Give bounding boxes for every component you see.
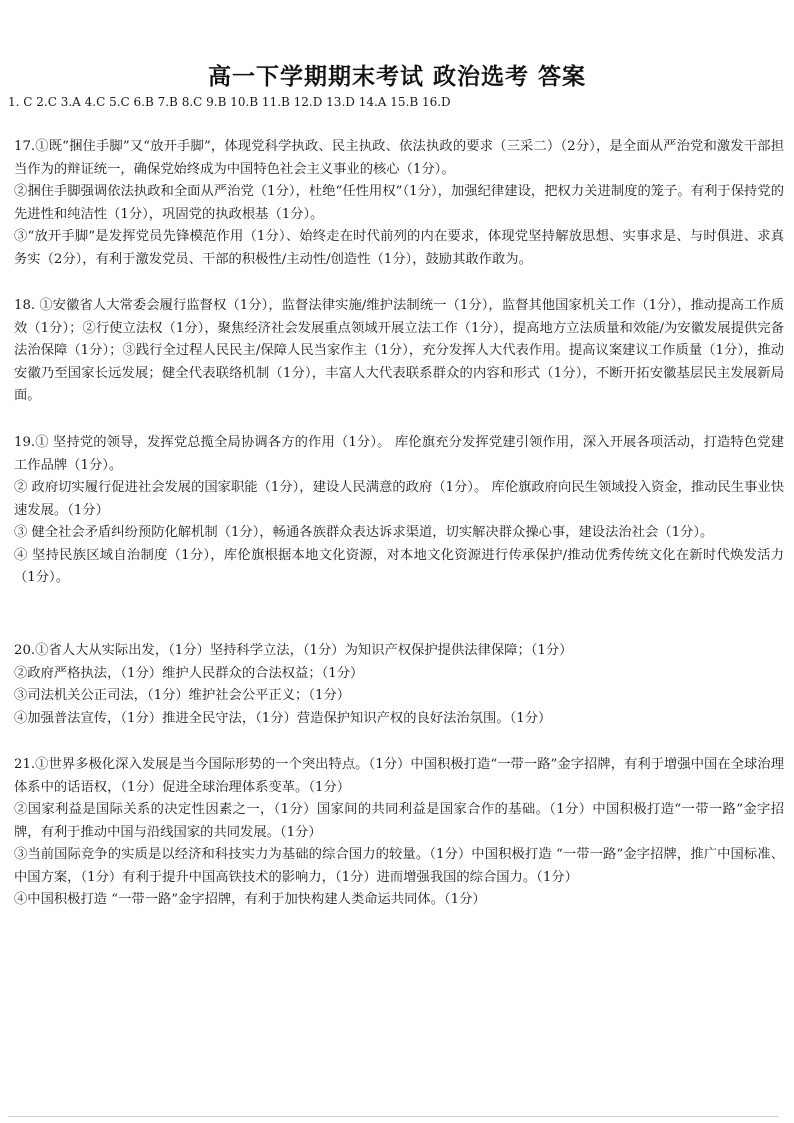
multiple-choice-answers: 1. C 2.C 3.A 4.C 5.C 6.B 7.B 8.C 9.B 10.B 11.B 12.D 13.D 14.A 15.B 16.D xyxy=(8,95,451,109)
answer-paragraph: ④ 坚持民族区域自治制度（1分），库伦旗根据本地文化资源，对本地文化资源进行传承保护/推动优秀传统文化在新时代焕发活力（1分）。 xyxy=(14,547,784,585)
page-title: 高一下学期期末考试 政治选考 答案 xyxy=(207,64,586,90)
answer-paragraph: ②国家利益是国际关系的决定性因素之一，（1分）国家间的共同利益是国家合作的基础。（1分）中国积极打造“一带一路”金字招牌，有利于推动中国与沿线国家的共同发展。（1分） xyxy=(14,802,784,840)
answer-paragraph: ③“放开手脚”是发挥党员先锋模范作用（1分）、始终走在时代前列的内在要求，体现党坚持解放思想、实事求是、与时俱进、求真务实（2分），有利于激发党员、干部的积极性/主动性/创造性（1分），鼓励其敢作敢为。 xyxy=(14,229,784,267)
answer-paragraph: 20.①省人大从实际出发，（1分）坚持科学立法，（1分）为知识产权保护提供法律保障；（1分） xyxy=(14,643,573,658)
answer-paragraph: ③当前国际竞争的实质是以经济和科技实力为基础的综合国力的较量。（1分）中国积极打造 “一带一路”金字招牌，推广中国标准、中国方案，（1分）有利于提升中国高铁技术的影响力，（1分）进而增强我国的综合国力。（1分） xyxy=(14,847,784,885)
answer-paragraph: ③ 健全社会矛盾纠纷预防化解机制（1分），畅通各族群众表达诉求渠道，切实解决群众操心事，建设法治社会（1分）。 xyxy=(14,525,714,540)
answer-question-18 xyxy=(14,295,784,408)
answer-paragraph: ② 政府切实履行促进社会发展的国家职能（1分），建设人民满意的政府（1分）。 库伦旗政府向民生领域投入资金，推动民生事业快速发展。（1分） xyxy=(14,480,784,518)
answer-paragraph: 21.①世界多极化深入发展是当今国际形势的一个突出特点。（1分）中国积极打造“一带一路”金字招牌，有利于增强中国在全球治理体系中的话语权，（1分）促进全球治理体系变革。（1分） xyxy=(14,757,784,795)
answer-question-19 xyxy=(14,432,784,590)
answer-paragraph: 18. ①安徽省人大常委会履行监督权（1分），监督法律实施/维护法制统一（1分），监督其他国家机关工作（1分），推动提高工作质效（1分）；②行使立法权（1分），聚焦经济社会发展重点领域开展立法工作（1分），提高地方立法质量和效能/为安徽发展提供完备法治保障（1分）；③践行全过程人民民主/保障人民当家作主（1分），充分发挥人大代表作用。提高议案建议工作质量（1分），推动安徽乃至国家长远发展；健全代表联络机制（1分），丰富人大代表联系群众的内容和形式（1分），不断开拓安徽基层民主发展新局面。 xyxy=(14,298,784,403)
bottom-divider xyxy=(8,1116,778,1117)
answer-paragraph: 19.① 坚持党的领导，发挥党总揽全局协调各方的作用（1分）。 库伦旗充分发挥党建引领作用，深入开展各项活动，打造特色党建工作品牌（1分）。 xyxy=(14,435,784,473)
answer-paragraph: ②政府严格执法，（1分）维护人民群众的合法权益；（1分） xyxy=(14,665,364,681)
answer-question-20 xyxy=(14,640,784,730)
answer-question-21 xyxy=(14,754,784,912)
answer-paragraph: ②捆住手脚强调依法执政和全面从严治党（1分），杜绝“任性用权”（1分），加强纪律建设，把权力关进制度的笼子。有利于保持党的先进性和纯洁性（1分），巩固党的执政根基（1分）。 xyxy=(14,184,784,222)
answer-paragraph: ③司法机关公正司法，（1分）维护社会公平正义；（1分） xyxy=(14,688,351,703)
answer-paragraph: ④中国积极打造 “一带一路”金字招牌，有利于加快构建人类命运共同体。（1分） xyxy=(14,892,486,907)
answer-paragraph: ④加强普法宣传，（1分）推进全民守法，（1分）营造保护知识产权的良好法治氛围。（1分） xyxy=(14,710,552,726)
answer-paragraph: 17.①既“捆住手脚”又“放开手脚”，体现党科学执政、民主执政、依法执政的要求（三采二）（2分），是全面从严治党和激发干部担当作为的辩证统一，确保党始终成为中国特色社会主义事业的核心（1分）。 xyxy=(14,139,784,177)
answer-question-17 xyxy=(14,136,784,271)
